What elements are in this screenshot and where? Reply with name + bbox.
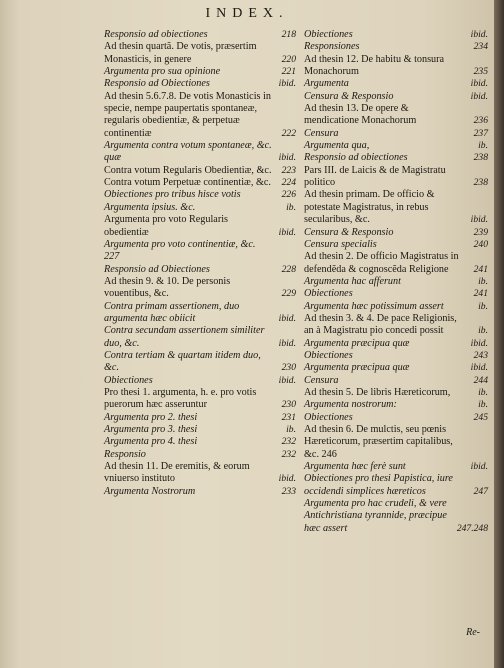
index-entry	[304, 350, 488, 362]
index-entry	[304, 128, 488, 140]
index-entry-page: 233	[281, 485, 296, 497]
index-entry-text: Obiectiones	[304, 288, 353, 300]
index-entry-page: 232	[281, 448, 296, 460]
index-entry	[304, 387, 488, 399]
index-entry-page: ibid.	[470, 29, 488, 40]
index-entry	[304, 338, 488, 350]
index-entry-text: Contra secundam assertionem similiter duo, &c.	[104, 325, 265, 349]
index-entry-page: 230	[281, 362, 296, 374]
index-entry	[304, 227, 488, 239]
index-entry-text: Argumenta hæc ferè sunt	[304, 461, 406, 473]
index-entry	[104, 301, 296, 326]
index-entry-text: Obiectiones	[304, 29, 353, 40]
index-entry-page: 247.248	[456, 522, 488, 534]
index-entry-text: Censura specialis	[304, 238, 377, 250]
index-entry-text: Responsio ad Obiectiones	[104, 78, 210, 90]
index-entry	[304, 313, 488, 338]
index-entry-page: ib.	[478, 140, 488, 152]
index-entry	[304, 165, 488, 190]
index-entry-text: Argumenta pro sua opinione	[104, 66, 221, 78]
index-entry-text: Responsio	[104, 448, 146, 460]
index-entry	[104, 350, 296, 375]
index-entry-text: Argumenta pro hac crudeli, & vere Antichristiana tyrannide, præcipue hæc assert	[304, 498, 447, 534]
index-entry	[104, 140, 296, 165]
index-entry-page: ibid.	[470, 90, 488, 102]
index-entry-page: 234	[473, 41, 488, 53]
index-entry-text: Argumenta Nostrorum	[104, 485, 196, 497]
index-entry	[304, 91, 488, 103]
index-entry-text: Ad thesin 9. & 10. De personis vouentibus, &c.	[104, 275, 231, 300]
index-entry-page: 231	[281, 411, 296, 423]
index-entry	[104, 436, 296, 448]
index-entry	[304, 276, 488, 288]
index-entry-text: Argumenta pro voto Regularis obedientiæ	[104, 214, 229, 238]
index-entry	[104, 66, 296, 78]
index-entry-page: 237	[473, 127, 488, 139]
index-entry-page: 222	[281, 127, 296, 139]
index-entry-text: Argumenta pro voto continentiæ, &c. 227	[104, 238, 256, 263]
index-entry-text: Ad thesin 12. De habitu & tonsura Monachorum	[304, 53, 445, 78]
index-entry-text: Obiectiones	[104, 374, 153, 386]
index-entry	[104, 214, 296, 239]
index-entry-text: Argumenta	[304, 78, 349, 90]
index-entry	[304, 362, 488, 374]
index-entry-page: 224	[281, 177, 296, 189]
index-entry-page: 230	[281, 399, 296, 411]
index-entry-text: Responsio ad obiectiones	[104, 29, 208, 40]
index-entry-page: ibid.	[278, 152, 296, 164]
index-entry-text: Responsio ad Obiectiones	[104, 263, 210, 275]
index-entry	[104, 165, 296, 177]
index-entry-page: ibid.	[470, 362, 488, 374]
index-entry-page: ibid.	[470, 214, 488, 226]
index-entry	[304, 424, 488, 461]
index-entry-page: ibid.	[470, 78, 488, 90]
index-entry-page: 241	[473, 288, 488, 300]
page-header: INDEX.	[205, 6, 289, 21]
index-entry-page: ibid.	[278, 473, 296, 485]
index-entry-text: Responsiones	[304, 41, 360, 53]
index-entry	[304, 301, 488, 313]
page-edge	[494, 0, 504, 668]
index-column-right	[304, 29, 488, 535]
index-entry-page: ibid.	[470, 461, 488, 473]
index-entry-page: ib.	[286, 424, 296, 435]
index-entry	[104, 276, 296, 301]
index-entry	[104, 412, 296, 424]
index-entry-text: Argumenta pro 4. thesi	[104, 436, 198, 448]
index-entry-text: Contra votum Perpetuæ continentiæ, &c.	[104, 177, 271, 189]
index-entry-page: 239	[473, 226, 488, 238]
index-entry-text: Obiectiones	[304, 349, 353, 361]
index-entry-page: ibid.	[278, 374, 296, 386]
index-entry-text: Censura & Responsio	[304, 90, 394, 102]
index-entry-text: Obiectiones pro thesi Papistica, iure occidendi simplices hæreticos	[304, 473, 453, 497]
index-entry-text: Contra votum Regularis Obedientiæ, &c.	[104, 164, 272, 176]
index-entry-page: 235	[473, 66, 488, 78]
index-entry	[104, 325, 296, 350]
index-entry	[304, 251, 488, 276]
index-entry-text: Pars III. de Laicis & de Magistratu politico	[304, 164, 446, 189]
index-entry	[304, 189, 488, 226]
index-entry	[104, 375, 296, 387]
index-entry-page: ibid.	[470, 337, 488, 349]
index-entry-page: ib.	[478, 300, 488, 312]
index-entry-page: 240	[473, 238, 488, 250]
index-entry	[104, 424, 296, 436]
index-entry-text: Contra primam assertionem, duo argumenta hæc obiicit	[104, 300, 240, 324]
catchword: Re-	[466, 627, 480, 638]
index-entry-page: 244	[473, 374, 488, 386]
index-entry-page: 241	[473, 263, 488, 275]
index-entry-page: 247	[473, 485, 488, 497]
index-entry-text: Argumenta hæc potissimum assert	[304, 300, 444, 312]
index-entry	[104, 264, 296, 276]
index-entry-page: 243	[473, 349, 488, 361]
index-entry	[104, 78, 296, 90]
index-entry	[304, 498, 488, 535]
index-entry	[104, 41, 296, 66]
index-entry-text: Ad thesin 3. & 4. De pace Religionis, an à Magistratu pio concedi possit	[304, 312, 457, 337]
index-entry	[304, 103, 488, 128]
index-entry	[304, 473, 488, 498]
index-entry-page: ib.	[478, 325, 488, 337]
index-entry-page: ib.	[478, 386, 488, 398]
index-entry-text: Argumenta præcipua quæ	[304, 337, 410, 349]
index-column-left	[104, 29, 296, 498]
index-entry-text: Ad thesin 11. De eremitis, & eorum vniuerso instituto	[104, 461, 250, 485]
index-entry-page: 245	[473, 411, 488, 423]
index-entry-page: 226	[281, 189, 296, 201]
index-entry-page: ibid.	[278, 337, 296, 349]
index-entry-page: ib.	[286, 201, 296, 213]
index-entry	[304, 78, 488, 90]
index-entry	[104, 239, 296, 264]
index-entry-page: 229	[281, 288, 296, 300]
index-entry-text: Ad thesin 6. De mulctis, seu pœnis Hæreticorum, præsertim capitalibus, &c. 246	[304, 424, 453, 460]
index-entry-text: Contra tertiam & quartam itidem duo, &c.	[104, 349, 261, 374]
index-entry	[304, 29, 488, 41]
index-entry	[304, 152, 488, 164]
index-entry-page: ibid.	[278, 78, 296, 90]
index-entry	[304, 375, 488, 387]
index-entry-text: Argumenta ipsius. &c.	[104, 201, 196, 213]
index-entry-text: Argumenta hac afferunt	[304, 275, 401, 287]
index-entry	[104, 91, 296, 140]
index-entry-page: 223	[281, 164, 296, 176]
index-entry	[104, 189, 296, 201]
index-entry-text: Censura	[304, 127, 339, 139]
index-entry-text: Ad thesin 2. De officio Magistratus in defendẽda & cognoscẽda Religione	[304, 251, 459, 275]
index-entry-text: Argumenta qua,	[304, 140, 370, 152]
index-entry	[104, 461, 296, 486]
index-entry-page: 228	[281, 263, 296, 275]
index-entry-page: ibid.	[278, 226, 296, 238]
index-entry-text: Argumenta pro 2. thesi	[104, 411, 198, 423]
index-entry	[104, 387, 296, 412]
index-entry	[104, 486, 296, 498]
index-entry-page: 221	[281, 66, 296, 78]
index-entry-page: ibid.	[278, 312, 296, 324]
index-entry-text: Obiectiones	[304, 411, 353, 423]
index-entry-text: Argumenta contra votum spontaneæ, &c. quæ	[104, 140, 272, 164]
index-entry-text: Argumenta præcipua quæ	[304, 362, 410, 374]
index-entry-text: Obiectiones pro tribus hisce votis	[104, 189, 241, 201]
index-entry-page: ib.	[478, 399, 488, 411]
index-entry	[104, 29, 296, 41]
index-entry-page: 218	[281, 29, 296, 40]
index-entry	[104, 449, 296, 461]
index-entry-text: Ad thesin 13. De opere & mendicatione Monachorum	[304, 103, 417, 127]
index-entry	[104, 177, 296, 189]
index-entry	[104, 202, 296, 214]
index-entry-text: Ad thesin quartã. De votis, præsertim Monasticis, in genere	[104, 41, 257, 65]
index-entry-text: Argumenta nostrorum:	[304, 399, 397, 411]
index-entry-text: Ad thesin 5.6.7.8. De votis Monasticis in specie, nempe paupertatis spontaneæ, regularis obedientiæ, & perpetuæ continentiæ	[104, 90, 271, 139]
index-entry-text: Censura & Responsio	[304, 226, 394, 238]
index-entry	[304, 140, 488, 152]
index-entry-text: Ad thesin 5. De libris Hæreticorum,	[304, 386, 451, 398]
index-entry-text: Pro thesi 1. argumenta, h. e. pro votis puerorum hæc asseruntur	[104, 386, 257, 411]
index-entry-page: ib.	[478, 275, 488, 287]
index-entry-text: Censura	[304, 374, 339, 386]
index-entry	[304, 239, 488, 251]
index-entry	[304, 41, 488, 53]
index-entry	[304, 399, 488, 411]
index-entry	[304, 54, 488, 79]
index-entry-text: Responsio ad obiectiones	[304, 152, 408, 164]
index-entry-page: 238	[473, 177, 488, 189]
index-entry-page: 232	[281, 436, 296, 448]
index-entry-page: 236	[473, 115, 488, 127]
index-entry-page: 220	[281, 53, 296, 65]
index-entry	[304, 412, 488, 424]
index-entry	[304, 288, 488, 300]
index-entry-page: 238	[473, 152, 488, 164]
index-entry	[304, 461, 488, 473]
index-entry-text: Ad thesin primam. De officio & potestate Magistratus, in rebus secularibus, &c.	[304, 189, 435, 226]
index-entry-text: Argumenta pro 3. thesi	[104, 424, 198, 435]
